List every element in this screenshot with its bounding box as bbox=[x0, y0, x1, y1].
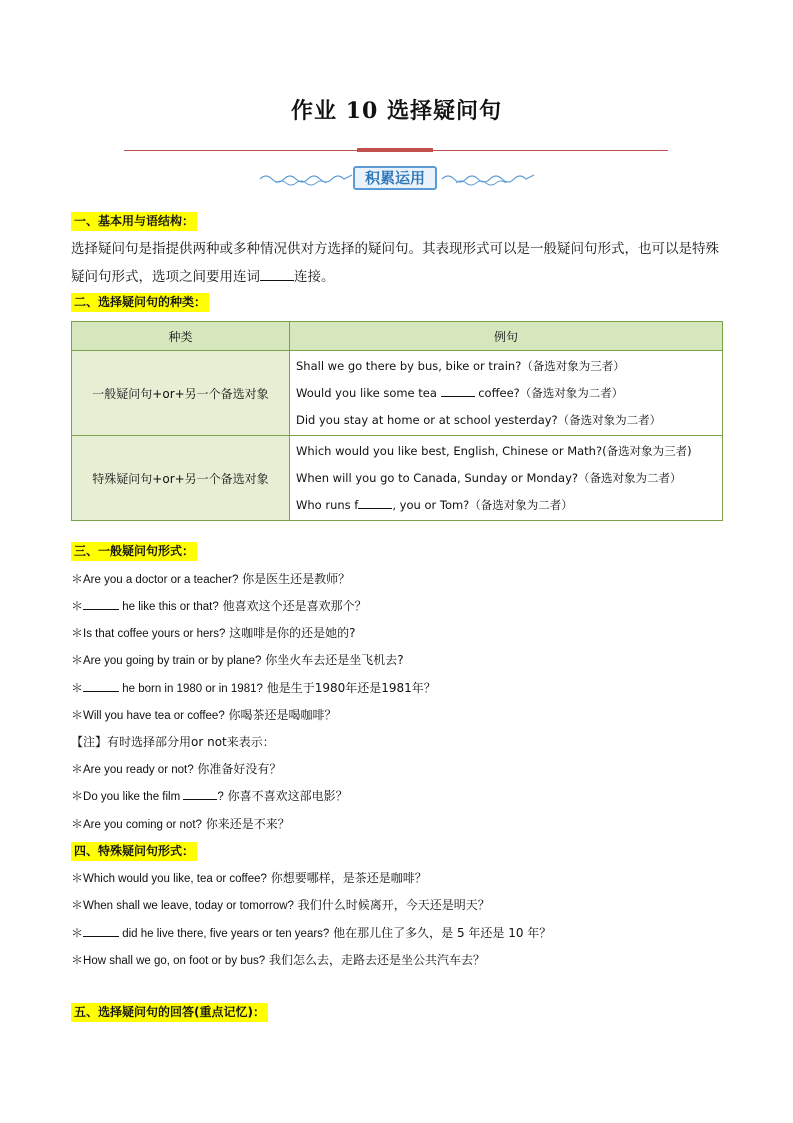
answer-blank[interactable] bbox=[260, 268, 294, 281]
section-heading-3: 三、一般疑问句形式： bbox=[71, 542, 197, 561]
example-line bbox=[296, 380, 716, 407]
example-sentence: ＊Which would you like, tea or coffee? 你想要哪样，是茶还是咖啡？ bbox=[71, 871, 427, 885]
example-sentence: ＊ did he live there, five years or ten years? 他在那儿住了多久，是 5 年还是 10 年？ bbox=[71, 926, 552, 940]
example-sentence: ＊How shall we go, on foot or by bus? 我们怎么去，走路去还是坐公共汽车去？ bbox=[71, 953, 486, 967]
section-heading-4: 四、特殊疑问句形式： bbox=[71, 842, 197, 861]
title-divider-accent bbox=[357, 148, 433, 152]
example-sentence: ＊ he born in 1980 or in 1981? 他是生于1980年还是1981年？ bbox=[71, 681, 436, 695]
example-text: Shall we go there by bus, bike or train? bbox=[296, 358, 522, 373]
page-title: 作业 10 选择疑问句 bbox=[291, 98, 502, 124]
note-line: 【注】有时选择部分用or not来表示： bbox=[71, 735, 275, 749]
table-cell-examples bbox=[290, 351, 723, 436]
table-cell-kind: 一般疑问句+or+另一个备选对象 bbox=[72, 351, 290, 436]
table-cell-kind: 特殊疑问句+or+另一个备选对象 bbox=[72, 436, 290, 521]
example-sentence: ＊Are you coming or not? 你来还是不来？ bbox=[71, 817, 290, 831]
example-line bbox=[296, 492, 716, 519]
example-line bbox=[296, 407, 716, 434]
table-header-row bbox=[72, 322, 723, 351]
table-header-example: 例句 bbox=[290, 322, 723, 351]
example-sentence: ＊When shall we leave, today or tomorrow? 我们什么时候离开，今天还是明天？ bbox=[71, 898, 490, 912]
answer-blank[interactable] bbox=[183, 787, 217, 800]
answer-blank[interactable] bbox=[83, 679, 119, 692]
example-note: （备选对象为二者） bbox=[519, 385, 624, 400]
table-row bbox=[72, 436, 723, 521]
example-sentence: ＊Will you have tea or coffee? 你喝茶还是喝咖啡？ bbox=[71, 708, 337, 722]
example-line bbox=[296, 438, 716, 465]
example-text: When will you go to Canada, Sunday or Monday? bbox=[296, 470, 578, 485]
example-line bbox=[296, 353, 716, 380]
banner-label: 积累运用 bbox=[353, 166, 437, 190]
example-note: （备选对象为二者） bbox=[577, 470, 682, 485]
table-header-kind: 种类 bbox=[72, 322, 290, 351]
section-heading-5: 五、选择疑问句的回答(重点记忆)： bbox=[71, 1003, 268, 1022]
example-sentence: ＊ he like this or that? 他喜欢这个还是喜欢那个？ bbox=[71, 599, 367, 613]
example-line bbox=[296, 465, 716, 492]
example-note: （备选对象为二者） bbox=[469, 497, 573, 512]
answer-blank[interactable] bbox=[83, 924, 119, 937]
kinds-table bbox=[71, 321, 723, 521]
example-text: Would you like some tea bbox=[296, 385, 437, 400]
example-note: (备选对象为三者) bbox=[602, 443, 692, 458]
answer-blank[interactable] bbox=[441, 384, 475, 397]
example-text: Which would you like best, English, Chinese or Math? bbox=[296, 443, 603, 458]
answer-blank[interactable] bbox=[358, 496, 392, 509]
table-cell-examples bbox=[290, 436, 723, 521]
example-text-tail: coffee? bbox=[478, 385, 520, 400]
section1-text-a: 选择疑问句是指提供两种或多种情况供对方选择的疑问句。其表现形式可以是一般疑问句形式，也可以是特殊疑问句形式，选项之间要用连词 bbox=[71, 241, 719, 285]
example-sentence: ＊Are you ready or not? 你准备好没有？ bbox=[71, 762, 282, 776]
example-text: Who runs f bbox=[296, 497, 359, 512]
example-sentence: ＊Do you like the film ? 你喜不喜欢这部电影？ bbox=[71, 789, 348, 803]
example-text-tail: , you or Tom? bbox=[392, 497, 470, 512]
example-sentence: ＊Is that coffee yours or hers? 这咖啡是你的还是她的? bbox=[71, 626, 356, 640]
example-note: （备选对象为三者） bbox=[521, 358, 625, 373]
example-text: Did you stay at home or at school yesterday? bbox=[296, 412, 558, 427]
answer-blank[interactable] bbox=[83, 597, 119, 610]
section-banner bbox=[256, 164, 538, 194]
example-sentence: ＊Are you a doctor or a teacher? 你是医生还是教师？ bbox=[71, 572, 351, 586]
example-note: （备选对象为二者） bbox=[557, 412, 662, 427]
section-heading-2: 二、选择疑问句的种类： bbox=[71, 293, 209, 312]
section-heading-1: 一、基本用与语结构： bbox=[71, 212, 197, 231]
section1-paragraph bbox=[71, 235, 731, 291]
table-row bbox=[72, 351, 723, 436]
example-sentence: ＊Are you going by train or by plane? 你坐火车去还是坐飞机去? bbox=[71, 653, 404, 667]
section1-text-b: 连接。 bbox=[294, 269, 335, 285]
